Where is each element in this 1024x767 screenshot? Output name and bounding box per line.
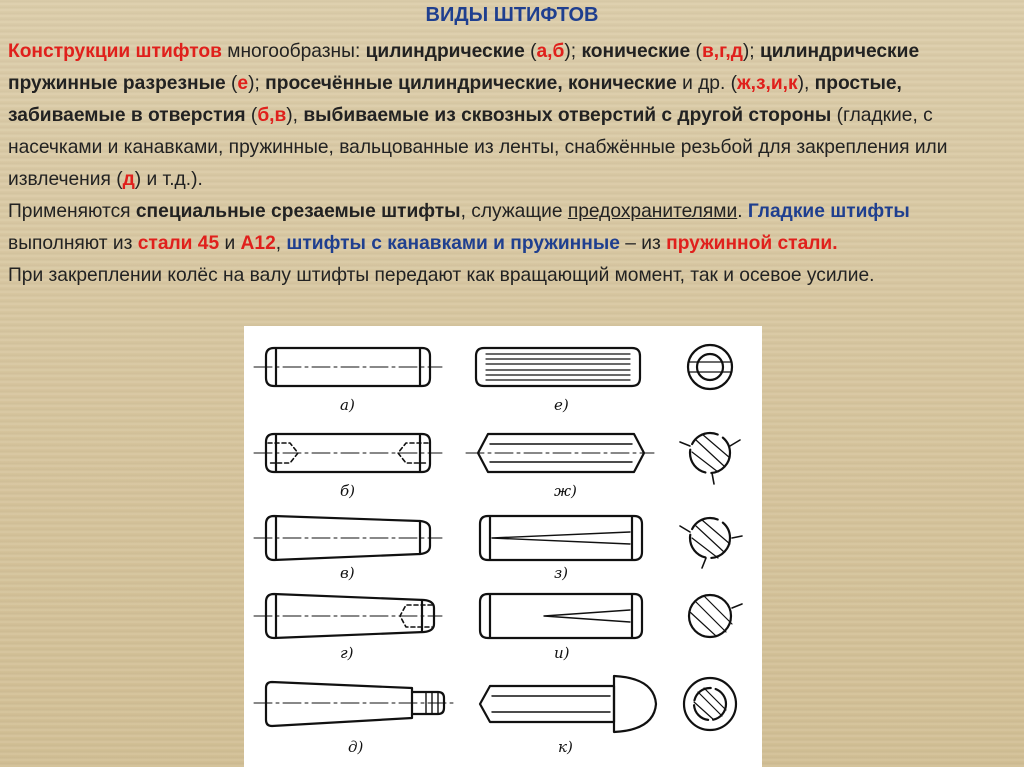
label-z: з) xyxy=(554,564,569,582)
text-run: специальные срезаемые штифты xyxy=(135,201,461,222)
pin-b-drawing xyxy=(254,434,442,472)
text-run: цилиндрические пружинные разрезные xyxy=(8,41,920,94)
label-v: в) xyxy=(340,564,355,582)
text-run: и xyxy=(219,233,241,254)
text-run: предохранителями xyxy=(567,201,738,222)
text-run: д xyxy=(122,169,135,190)
label-e: е) xyxy=(554,396,569,414)
text-run: ), xyxy=(797,73,815,94)
text-run: штифты с канавками и пружинные xyxy=(286,233,620,254)
text-run: е xyxy=(237,73,249,94)
paragraph-1 xyxy=(8,36,1012,196)
pin-v-drawing xyxy=(254,516,442,560)
pin-a-drawing xyxy=(254,348,442,386)
label-i: и) xyxy=(554,644,570,662)
paragraph-2 xyxy=(8,196,1012,260)
paragraph-3: При закреплении колёс на валу штифты передают как вращающий момент, так и осевое усилие. xyxy=(8,265,875,286)
text-run: пружинной стали. xyxy=(666,233,838,254)
label-d: д) xyxy=(348,738,364,756)
text-run: ( xyxy=(690,41,702,62)
text-run: просечённые цилиндрические, конические xyxy=(265,73,677,94)
pin-e-drawing xyxy=(476,345,732,389)
text-run: – из xyxy=(619,233,667,254)
pin-drawings xyxy=(244,326,762,767)
text-run: выбиваемые из сквозных отверстий с другой стороны xyxy=(303,105,832,126)
text-run: б,в xyxy=(257,105,287,126)
label-zh: ж) xyxy=(554,482,577,500)
pin-types-figure xyxy=(244,326,762,767)
text-run: ), xyxy=(286,105,304,126)
label-a: а) xyxy=(340,396,355,414)
text-run: конические xyxy=(581,41,691,62)
text-run: ); xyxy=(742,41,760,62)
text-run: А12 xyxy=(240,233,276,254)
text-run: ( xyxy=(225,73,238,94)
text-run: , xyxy=(275,233,287,254)
text-run: , служащие xyxy=(460,201,568,222)
pin-d-drawing xyxy=(254,682,454,726)
text-run: и др. ( xyxy=(676,73,738,94)
pin-zh-drawing xyxy=(466,433,740,484)
text-run: Гладкие штифты xyxy=(747,201,910,222)
text-run: стали 45 xyxy=(137,233,220,254)
text-run: а,б xyxy=(536,41,565,62)
label-b: б) xyxy=(340,482,356,500)
text-run: цилиндрические xyxy=(365,41,525,62)
text-run: Конструкции штифтов xyxy=(8,41,222,62)
text-run: простые, забиваемые в отверстия xyxy=(8,73,902,126)
text-run: в,г,д xyxy=(701,41,743,62)
text-run: ); xyxy=(248,73,266,94)
text-run: многообразны: xyxy=(221,41,366,62)
text-run: ) и т.д.). xyxy=(134,169,203,190)
text-run: (гладкие, с насечками и канавками, пружинные, вальцованные из ленты, снабжённые резьбой для закрепления или извлечения ( xyxy=(8,105,948,190)
text-run: ( xyxy=(245,105,258,126)
text-run: ж,з,и,к xyxy=(737,73,798,94)
text-run: . xyxy=(737,201,748,222)
pin-k-drawing xyxy=(480,676,736,732)
pin-z-drawing xyxy=(480,516,742,568)
text-run: ( xyxy=(524,41,537,62)
label-k: к) xyxy=(558,738,573,756)
text-run: Применяются xyxy=(8,201,136,222)
body-text xyxy=(8,36,1012,292)
slide-title: ВИДЫ ШТИФТОВ xyxy=(425,4,599,26)
text-run: выполняют из xyxy=(8,233,138,254)
pin-i-drawing xyxy=(480,594,742,638)
label-g: г) xyxy=(340,644,354,662)
text-run: ); xyxy=(564,41,582,62)
pin-g-drawing xyxy=(254,594,442,638)
